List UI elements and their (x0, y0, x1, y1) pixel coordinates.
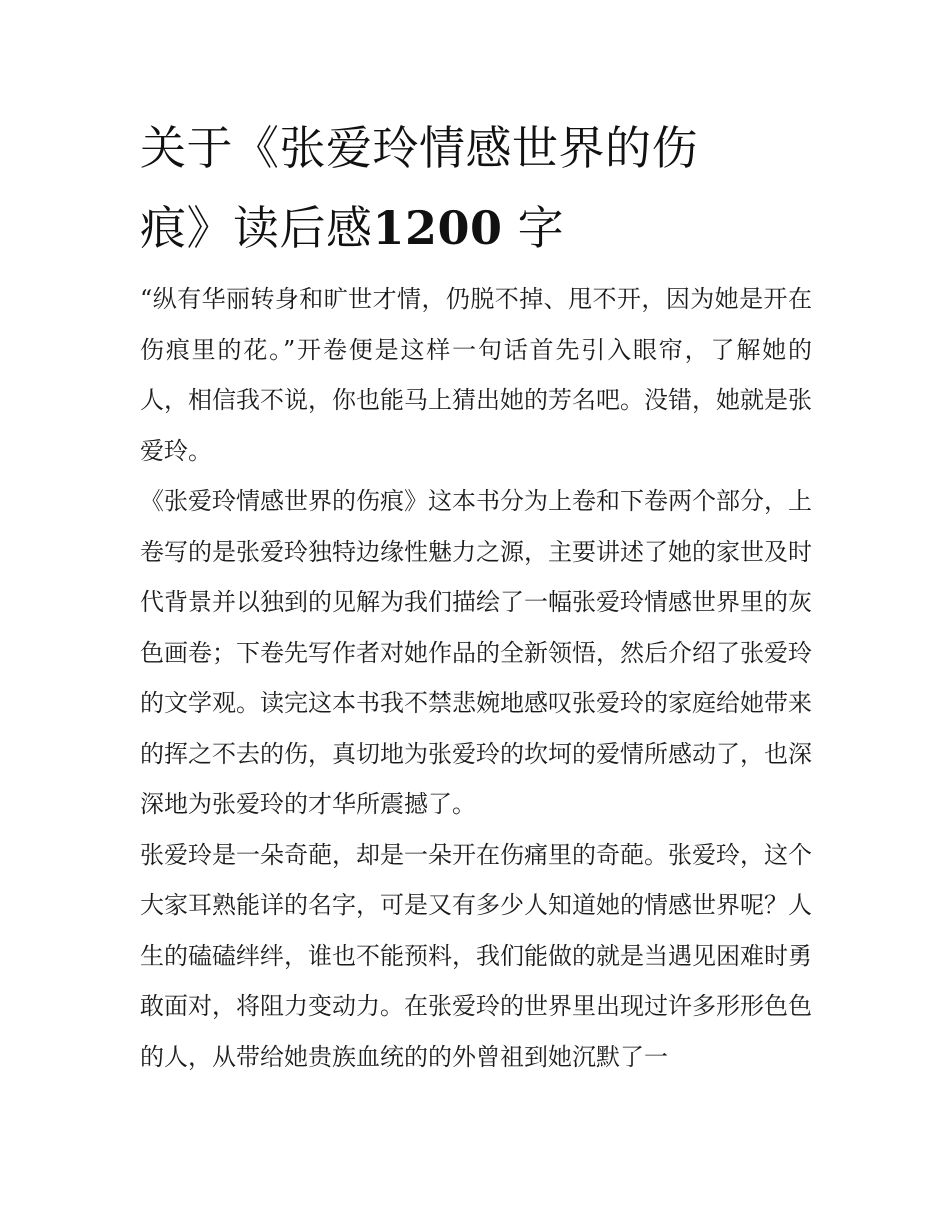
document-title (140, 108, 812, 268)
title-line-2-suffix: 字 (517, 201, 565, 255)
body-paragraph-2: 《张爱玲情感世界的伤痕》这本书分为上卷和下卷两个部分，上卷写的是张爱玲独特边缘性魅力之源，主要讲述了她的家世及时代背景并以独到的见解为我们描绘了一幅张爱玲情感世界里的灰色画卷；下卷先写作者对她作品的全新领悟，然后介绍了张爱玲的文学观。读完这本书我不禁悲婉地感叹张爱玲的家庭给她带来的挥之不去的伤，真切地为张爱玲的坎坷的爱情所感动了，也深深地为张爱玲的才华所震撼了。 (140, 487, 812, 818)
document-content (140, 108, 812, 1082)
title-line-1: 关于《张爱玲情感世界的伤 (140, 121, 698, 175)
title-word-count: 1200 (372, 201, 503, 255)
body-paragraph-3: 张爱玲是一朵奇葩，却是一朵开在伤痛里的奇葩。张爱玲，这个大家耳熟能详的名字，可是又有多少人知道她的情感世界呢？人生的磕磕绊绊，谁也不能预料，我们能做的就是当遇见困难时勇敢面对，将阻力变动力。在张爱玲的世界里出现过许多形形色色的人，从带给她贵族血统的的外曾祖到她沉默了一 (140, 840, 812, 1071)
title-line-2-prefix: 痕》读后感 (140, 201, 373, 255)
body-paragraph-1: “纵有华丽转身和旷世才情，仍脱不掉、甩不开，因为她是开在伤痕里的花。”开卷便是这样一句话首先引入眼帘，了解她的人，相信我不说，你也能马上猜出她的芳名吧。没错，她就是张爱玲。 (140, 285, 812, 465)
